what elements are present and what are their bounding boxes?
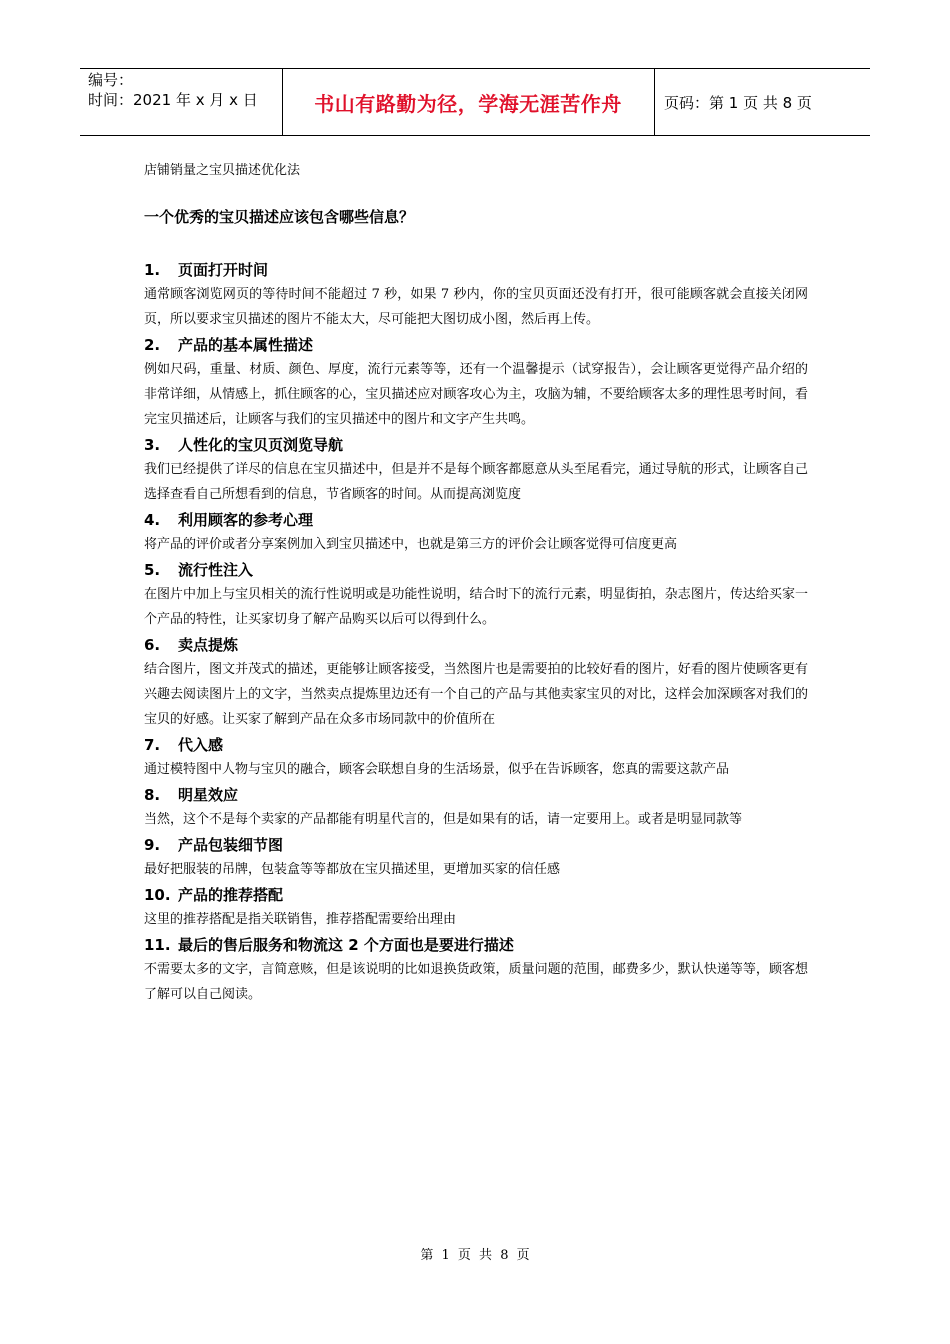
section-title: 产品包装细节图 <box>178 836 284 854</box>
section-heading <box>144 433 808 457</box>
header-motto: 书山有路勤为径，学海无涯苦作舟 <box>314 91 622 116</box>
section-body: 在图片中加上与宝贝相关的流行性说明或是功能性说明，结合时下的流行元素，明显街拍，杂志图片，传达给买家一个产品的特性，让买家切身了解产品购买以后可以得到什么。 <box>144 587 808 627</box>
section-number: 6. <box>144 636 161 654</box>
section-item <box>144 883 808 932</box>
section-item <box>144 333 808 432</box>
section-item <box>144 433 808 507</box>
section-title: 产品的推荐搭配 <box>178 886 284 904</box>
header-meta <box>88 70 258 110</box>
section-body: 通过模特图中人物与宝贝的融合，顾客会联想自身的生活场景，似乎在告诉顾客，您真的需要这款产品 <box>144 762 730 777</box>
section-number: 11. <box>144 936 171 954</box>
section-number: 8. <box>144 786 161 804</box>
section-item <box>144 933 808 1007</box>
section-body: 这里的推荐搭配是指关联销售，推荐搭配需要给出理由 <box>144 912 457 927</box>
header-time-label: 时间：2021 年 x 月 x 日 <box>88 91 258 109</box>
section-body: 我们已经提供了详尽的信息在宝贝描述中，但是并不是每个顾客都愿意从头至尾看完，通过导航的形式，让顾客自己选择查看自己所想看到的信息，节省顾客的时间。从而提高浏览度 <box>144 462 808 502</box>
document-question: 一个优秀的宝贝描述应该包含哪些信息？ <box>144 208 415 226</box>
section-title: 利用顾客的参考心理 <box>178 511 314 529</box>
section-body: 当然，这个不是每个卖家的产品都能有明星代言的，但是如果有的话，请一定要用上。或者是明显同款等 <box>144 812 743 827</box>
section-heading <box>144 633 808 657</box>
section-heading <box>144 558 808 582</box>
header-page-info: 页码：第 1 页 共 8 页 <box>664 93 812 112</box>
section-item <box>144 558 808 632</box>
section-item <box>144 508 808 557</box>
section-heading <box>144 783 808 807</box>
section-item <box>144 733 808 782</box>
section-item <box>144 633 808 732</box>
section-item <box>144 258 808 332</box>
page-footer: 第 1 页 共 8 页 <box>420 1248 530 1263</box>
section-item <box>144 783 808 832</box>
section-title: 人性化的宝贝页浏览导航 <box>178 436 344 454</box>
document-body <box>144 160 808 1008</box>
section-title: 页面打开时间 <box>178 261 269 279</box>
section-heading <box>144 733 808 757</box>
section-body: 结合图片，图文并茂式的描述，更能够让顾客接受，当然图片也是需要拍的比较好看的图片，好看的图片使顾客更有兴趣去阅读图片上的文字，当然卖点提炼里边还有一个自己的产品与其他卖家宝贝的对比，这样会加深顾客对我们的宝贝的好感。让买家了解到产品在众多市场同款中的价值所在 <box>144 662 808 727</box>
section-heading <box>144 883 808 907</box>
section-title: 产品的基本属性描述 <box>178 336 314 354</box>
document-subtitle: 店铺销量之宝贝描述优化法 <box>144 163 301 178</box>
section-body: 将产品的评价或者分享案例加入到宝贝描述中，也就是第三方的评价会让顾客觉得可信度更高 <box>144 537 678 552</box>
section-title: 最后的售后服务和物流这 2 个方面也是要进行描述 <box>178 936 514 954</box>
section-heading <box>144 833 808 857</box>
section-title: 流行性注入 <box>178 561 254 579</box>
section-number: 1. <box>144 261 161 279</box>
section-body: 通常顾客浏览网页的等待时间不能超过 7 秒，如果 7 秒内，你的宝贝页面还没有打开，很可能顾客就会直接关闭网页，所以要求宝贝描述的图片不能太大，尽可能把大图切成小图，然后再上传。 <box>144 287 808 327</box>
section-body: 例如尺码，重量、材质、颜色、厚度，流行元素等等，还有一个温馨提示（试穿报告），会让顾客更觉得产品介绍的非常详细，从情感上，抓住顾客的心，宝贝描述应对顾客攻心为主，攻脑为辅，不要给顾客太多的理性思考时间，看完宝贝描述后，让顾客与我们的宝贝描述中的图片和文字产生共鸣。 <box>144 362 808 427</box>
header-number-label: 编号： <box>88 71 134 89</box>
section-title: 明星效应 <box>178 786 239 804</box>
section-title: 代入感 <box>178 736 224 754</box>
section-item <box>144 833 808 882</box>
section-number: 9. <box>144 836 161 854</box>
section-body: 不需要太多的文字，言简意赅，但是该说明的比如退换货政策，质量问题的范围，邮费多少，默认快递等等，顾客想了解可以自己阅读。 <box>144 962 808 1002</box>
section-title: 卖点提炼 <box>178 636 239 654</box>
section-heading <box>144 333 808 357</box>
section-heading <box>144 933 808 957</box>
section-number: 5. <box>144 561 161 579</box>
section-number: 2. <box>144 336 161 354</box>
section-body: 最好把服装的吊牌，包装盒等等都放在宝贝描述里，更增加买家的信任感 <box>144 862 561 877</box>
section-list <box>144 258 808 1007</box>
section-heading <box>144 508 808 532</box>
section-heading <box>144 258 808 282</box>
section-number: 3. <box>144 436 161 454</box>
header-divider-right <box>654 68 655 136</box>
section-number: 10. <box>144 886 171 904</box>
section-number: 4. <box>144 511 161 529</box>
section-number: 7. <box>144 736 161 754</box>
